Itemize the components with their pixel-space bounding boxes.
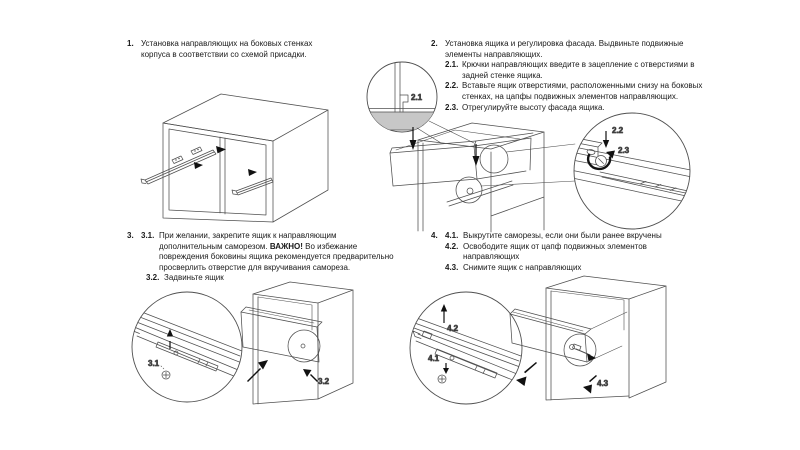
step-2: [431, 39, 722, 113]
leader-lines: [481, 144, 575, 186]
detail-circle-3-1: [132, 292, 242, 402]
drawer: [510, 309, 627, 362]
mount-arrow-icon: [216, 146, 226, 153]
detail-label-4-1: 4.1: [428, 354, 440, 363]
step-1: [127, 39, 341, 60]
step1-cabinet-illustration: [141, 94, 328, 222]
detail-4-1-content: [412, 304, 522, 383]
detail-label-4-3: 4.3: [597, 379, 609, 388]
screw-icon: [438, 375, 446, 383]
item-text: Выкрутите саморезы, если они были ранее вкручены: [463, 231, 662, 240]
item-text: Отрегулируйте высоту фасада ящика.: [462, 102, 605, 112]
down-left-arrow-icon: [516, 377, 527, 387]
panel-board: [364, 112, 442, 130]
step-1-text: Установка направляющих на боковых стенках корпуса в соответствии со схемой присадки.: [141, 39, 313, 59]
list-item: [445, 60, 722, 81]
step-4-number: 4.: [431, 231, 438, 240]
item-number: 4.3.: [445, 262, 459, 272]
detail-label-2-3: 2.3: [618, 146, 630, 155]
cabinet-front-edges: [163, 123, 273, 222]
list-item: [445, 263, 683, 274]
item-text: Крючки направляющих введите в зацепление с отверстиями в задней стенке ящика.: [462, 60, 695, 80]
down-arrow-icon: [443, 363, 449, 374]
list-item: [445, 231, 683, 242]
cabinet-right-side: [273, 110, 328, 222]
step-2-number: 2.: [431, 39, 438, 48]
mount-arrow-icon: [248, 169, 257, 176]
cabinet-left-stile: [418, 140, 423, 231]
down-arrow-icon: [473, 156, 480, 166]
step-4-items: [445, 231, 683, 273]
step3-illustration: [132, 282, 353, 404]
item-text-part: При желании, закрепите ящик к направляющим дополнительным саморезом.: [159, 231, 337, 251]
hook-detail: [400, 95, 408, 112]
step-2-items: [445, 60, 722, 113]
detail-label-2-2: 2.2: [612, 126, 624, 135]
cabinet-right-side: [491, 132, 544, 232]
cabinet-right-side: [629, 286, 666, 398]
step-2-intro: Установка ящика и регулировка фасада. Выдвиньте подвижные элементы направляющих.: [445, 39, 684, 59]
up-right-arrow-icon: [258, 360, 268, 370]
item-text: [159, 231, 397, 273]
cabinet-top-face: [163, 94, 328, 141]
detail-3-1-content: [132, 309, 243, 379]
drawer-slide-right: [232, 169, 273, 195]
slide-hole-pattern: [175, 149, 198, 161]
item-number: 4.2.: [445, 241, 459, 251]
item-number: 2.3.: [445, 102, 459, 112]
item-number: 2.2.: [445, 81, 459, 91]
list-item: [445, 103, 722, 114]
item-number: 3.1.: [141, 231, 155, 240]
detail-label-2-1: 2.1: [411, 93, 423, 102]
callout-circle: [288, 330, 320, 362]
item-text: Снимите ящик с направляющих: [463, 262, 582, 272]
up-left-arrow-icon: [303, 369, 312, 377]
step4-illustration: [410, 276, 666, 404]
step-1-number: 1.: [127, 39, 134, 48]
cabinet-top-face: [253, 282, 353, 303]
list-item: [445, 242, 683, 263]
cabinet-left-stile: [546, 288, 629, 400]
step-4: [431, 231, 683, 273]
screw-icon: [162, 371, 170, 379]
detail-label-4-2: 4.2: [447, 324, 459, 333]
callout-circle: [480, 145, 508, 173]
cam-pin: [467, 188, 473, 194]
remove-arrow: [583, 375, 597, 394]
item-number: 3.2.: [146, 273, 160, 283]
detail-circle-2-2-2-3: [574, 113, 690, 229]
up-arrow-icon: [441, 304, 447, 323]
list-item: [146, 273, 397, 284]
cabinet-top-face: [546, 276, 666, 299]
down-left-arrow-icon: [583, 385, 592, 394]
step-3-number: 3.: [127, 231, 134, 240]
item-text: Задвиньте ящик: [164, 273, 224, 283]
list-item: [141, 231, 397, 273]
detail-circle-4-1-4-2: [410, 292, 522, 404]
detail-label-3-1: 3.1: [148, 359, 160, 368]
item-number: 4.1.: [445, 231, 459, 240]
step-3: [127, 231, 397, 284]
detail-label-3-2: 3.2: [318, 377, 330, 386]
item-number: 2.1.: [445, 60, 459, 70]
drawer: [390, 130, 533, 186]
step-3-items: [141, 231, 397, 284]
item-text-part: Во избежание повреждения боковины ящика рекомендуется предварительно просверлить отверстие для вкручивания самореза.: [159, 241, 394, 272]
mount-arrow-icon: [194, 162, 203, 169]
down-arrow-icon: [603, 131, 609, 148]
drawer-slide-left: [141, 146, 226, 184]
list-item: [445, 81, 722, 102]
screw-point: [301, 344, 305, 348]
item-text: Освободите ящик от цапф подвижных элементов направляющих: [463, 241, 647, 262]
important-emphasis: ВАЖНО!: [269, 241, 303, 251]
item-text: Вставьте ящик отверстиями, расположенными снизу на боковых стенках, на цапфы подвижных элементов направляющих.: [462, 81, 703, 101]
